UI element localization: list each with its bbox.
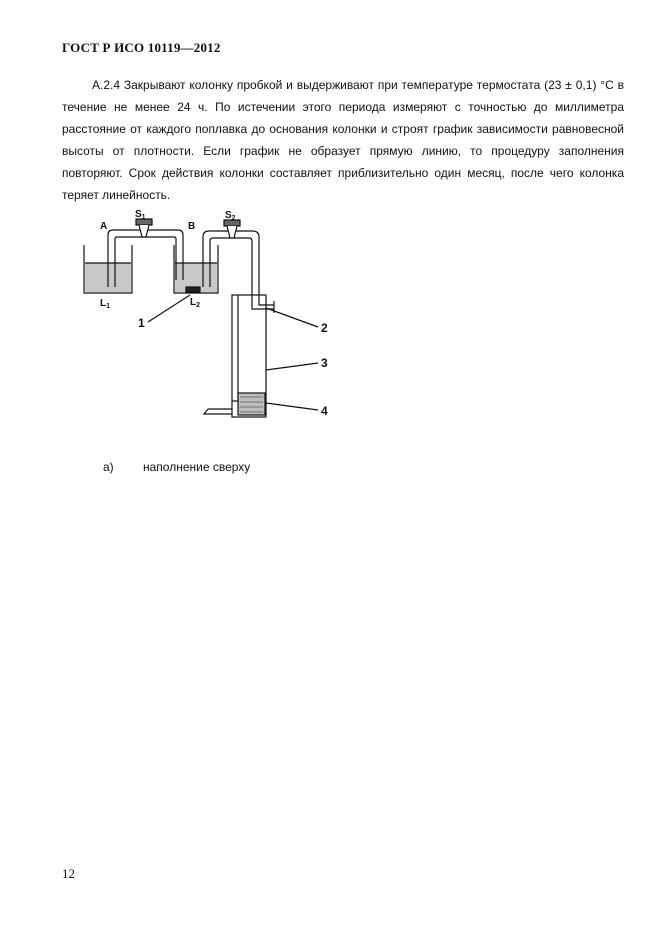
label-3: 3 [321, 356, 328, 370]
leader-2 [266, 308, 318, 327]
leader-4 [266, 403, 318, 410]
label-l2: $L_2$ [190, 297, 201, 309]
label-l1: $L_1$ [100, 298, 111, 310]
label-s1: $S_1$ [135, 209, 146, 221]
caption-text: наполнение сверху [143, 460, 251, 474]
leader-3 [266, 363, 318, 370]
leader-1 [148, 295, 190, 322]
caption-letter: а) [103, 460, 114, 474]
label-1: 1 [138, 316, 145, 330]
paragraph-a-2-4 [62, 74, 624, 206]
apparatus-figure [78, 205, 348, 430]
document-header: ГОСТ Р ИСО 10119—2012 [62, 40, 221, 55]
paragraph-text: А.2.4 Закрывают колонку пробкой и выдерживают при температуре термостата (23 ± 0,1) °С в течение не менее 24 ч. По истечении этого периода измеряют с точностью до миллиметра расстояние от каждого поплавка до основания колонки и строят график зависимости равновесной высоты от плотности. Если график не образует прямую линию, то процедуру заполнения повторяют. Срок действия колонки составляет приблизительно один месяц, после чего колонка теряет линейность. [62, 78, 624, 202]
stirrer-l2 [186, 287, 200, 292]
label-4: 4 [321, 404, 328, 418]
label-s2: $S_2$ [225, 210, 236, 222]
label-b: B [188, 221, 196, 232]
label-2: 2 [321, 321, 328, 335]
label-a: A [100, 221, 108, 232]
page-number: 12 [62, 866, 75, 881]
